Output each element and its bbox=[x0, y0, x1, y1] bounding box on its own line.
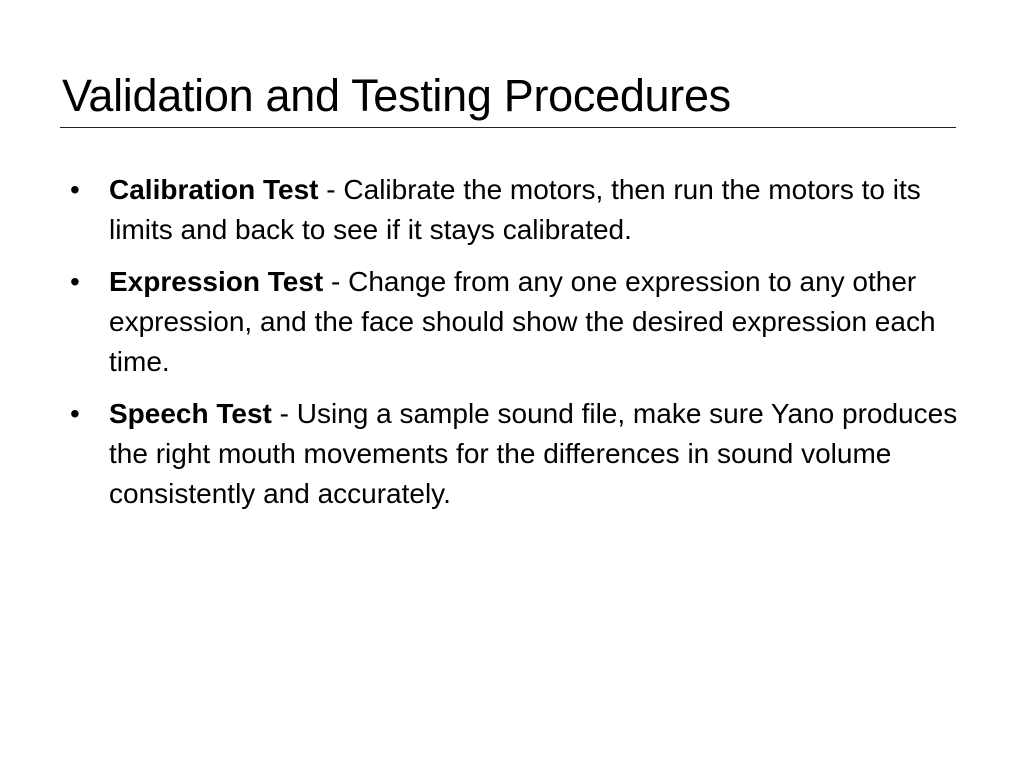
bullet-list bbox=[70, 170, 960, 526]
bullet-item-calibration-test bbox=[70, 170, 960, 250]
bullet-description: - Change from any one expression to any other expression, and the face should show the desired expression each time. bbox=[109, 266, 936, 377]
bullet-term: Speech Test bbox=[109, 398, 272, 429]
bullet-term: Calibration Test bbox=[109, 174, 319, 205]
bullet-term: Expression Test bbox=[109, 266, 324, 297]
title-divider bbox=[60, 127, 956, 128]
bullet-icon: • bbox=[70, 266, 80, 297]
bullet-icon: • bbox=[70, 174, 80, 205]
bullet-description: - Using a sample sound file, make sure Yano produces the right mouth movements for the differences in sound volume consistently and accurately. bbox=[109, 398, 958, 509]
bullet-icon: • bbox=[70, 398, 80, 429]
bullet-item-expression-test bbox=[70, 262, 960, 382]
bullet-item-speech-test bbox=[70, 394, 960, 514]
slide-title: Validation and Testing Procedures bbox=[62, 70, 731, 121]
bullet-description: - Calibrate the motors, then run the motors to its limits and back to see if it stays calibrated. bbox=[109, 174, 921, 245]
